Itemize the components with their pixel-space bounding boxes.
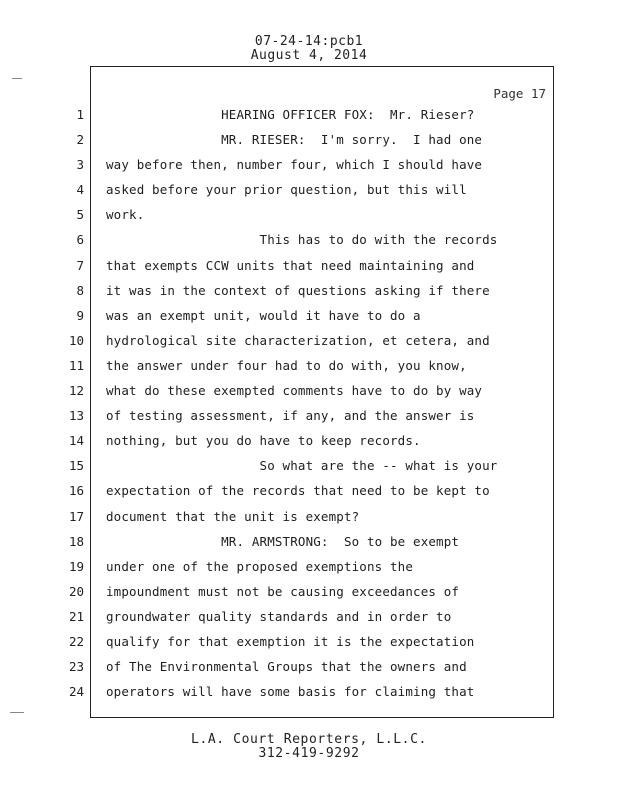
transcript-line: that exempts CCW units that need maintaining and (106, 257, 475, 273)
transcript-line: groundwater quality standards and in order to (106, 608, 452, 624)
transcript-line: of testing assessment, if any, and the answer is (106, 408, 475, 424)
line-number-column (56, 106, 84, 708)
transcript-line: what do these exempted comments have to do by way (106, 383, 483, 399)
line-number: 11 (68, 357, 84, 373)
line-number: 3 (76, 157, 84, 173)
line-number: 4 (76, 182, 84, 198)
line-number: 1 (76, 107, 84, 122)
transcript-line: of The Environmental Groups that the owners and (106, 659, 467, 675)
case-number: 07-24-14:pcb1 (254, 34, 364, 49)
line-number: 21 (68, 608, 84, 624)
transcript-line: MR. RIESER: I'm sorry. I had one (106, 132, 483, 148)
line-number: 20 (68, 583, 84, 599)
transcript-line: way before then, number four, which I should have (106, 157, 483, 173)
line-number: 16 (68, 483, 84, 499)
line-number: 8 (76, 282, 84, 298)
transcript-line: MR. ARMSTRONG: So to be exempt (106, 533, 460, 549)
line-number: 9 (76, 307, 84, 323)
transcript-line: under one of the proposed exemptions the (106, 558, 414, 574)
line-number: 5 (76, 207, 84, 223)
line-number: 24 (68, 684, 84, 700)
line-number: 19 (68, 558, 84, 574)
line-number-rule (90, 100, 91, 718)
line-number: 12 (68, 383, 84, 399)
line-number: 10 (68, 332, 84, 348)
line-number: 14 (68, 433, 84, 449)
transcript-line: it was in the context of questions asking if there (106, 282, 490, 298)
transcript-line: hydrological site characterization, et cetera, and (106, 332, 490, 348)
court-reporter-name: L.A. Court Reporters, L.L.C. (191, 732, 427, 747)
transcript-line: was an exempt unit, would it have to do a (106, 307, 421, 323)
transcript-line: asked before your prior question, but this will (106, 182, 467, 198)
line-number: 18 (68, 533, 84, 549)
line-number: 22 (68, 633, 84, 649)
transcript-line: expectation of the records that need to be kept to (106, 483, 490, 499)
scan-artifact (12, 78, 22, 79)
transcript-line: HEARING OFFICER FOX: Mr. Rieser? (106, 107, 475, 122)
transcript-line: This has to do with the records (106, 232, 498, 248)
transcript-line: operators will have some basis for claiming that (106, 684, 475, 700)
line-number: 15 (68, 458, 84, 474)
line-number: 17 (68, 508, 84, 524)
transcript-body (106, 106, 546, 708)
line-number: 7 (76, 257, 84, 273)
line-number: 23 (68, 659, 84, 675)
line-number: 6 (76, 232, 84, 248)
scan-artifact (10, 712, 24, 713)
line-number: 2 (76, 132, 84, 148)
transcript-line: qualify for that exemption it is the expectation (106, 633, 475, 649)
transcript-line: nothing, but you do have to keep records. (106, 433, 421, 449)
hearing-date: August 4, 2014 (250, 48, 368, 63)
transcript-line: document that the unit is exempt? (106, 508, 360, 524)
transcript-line: the answer under four had to do with, you know, (106, 357, 467, 373)
transcript-line: impoundment must not be causing exceedances of (106, 583, 460, 599)
page-number: Page 17 (493, 86, 546, 101)
transcript-line: work. (106, 207, 145, 223)
line-number: 13 (68, 408, 84, 424)
court-reporter-phone: 312-419-9292 (258, 746, 360, 761)
transcript-line: So what are the -- what is your (106, 458, 498, 474)
